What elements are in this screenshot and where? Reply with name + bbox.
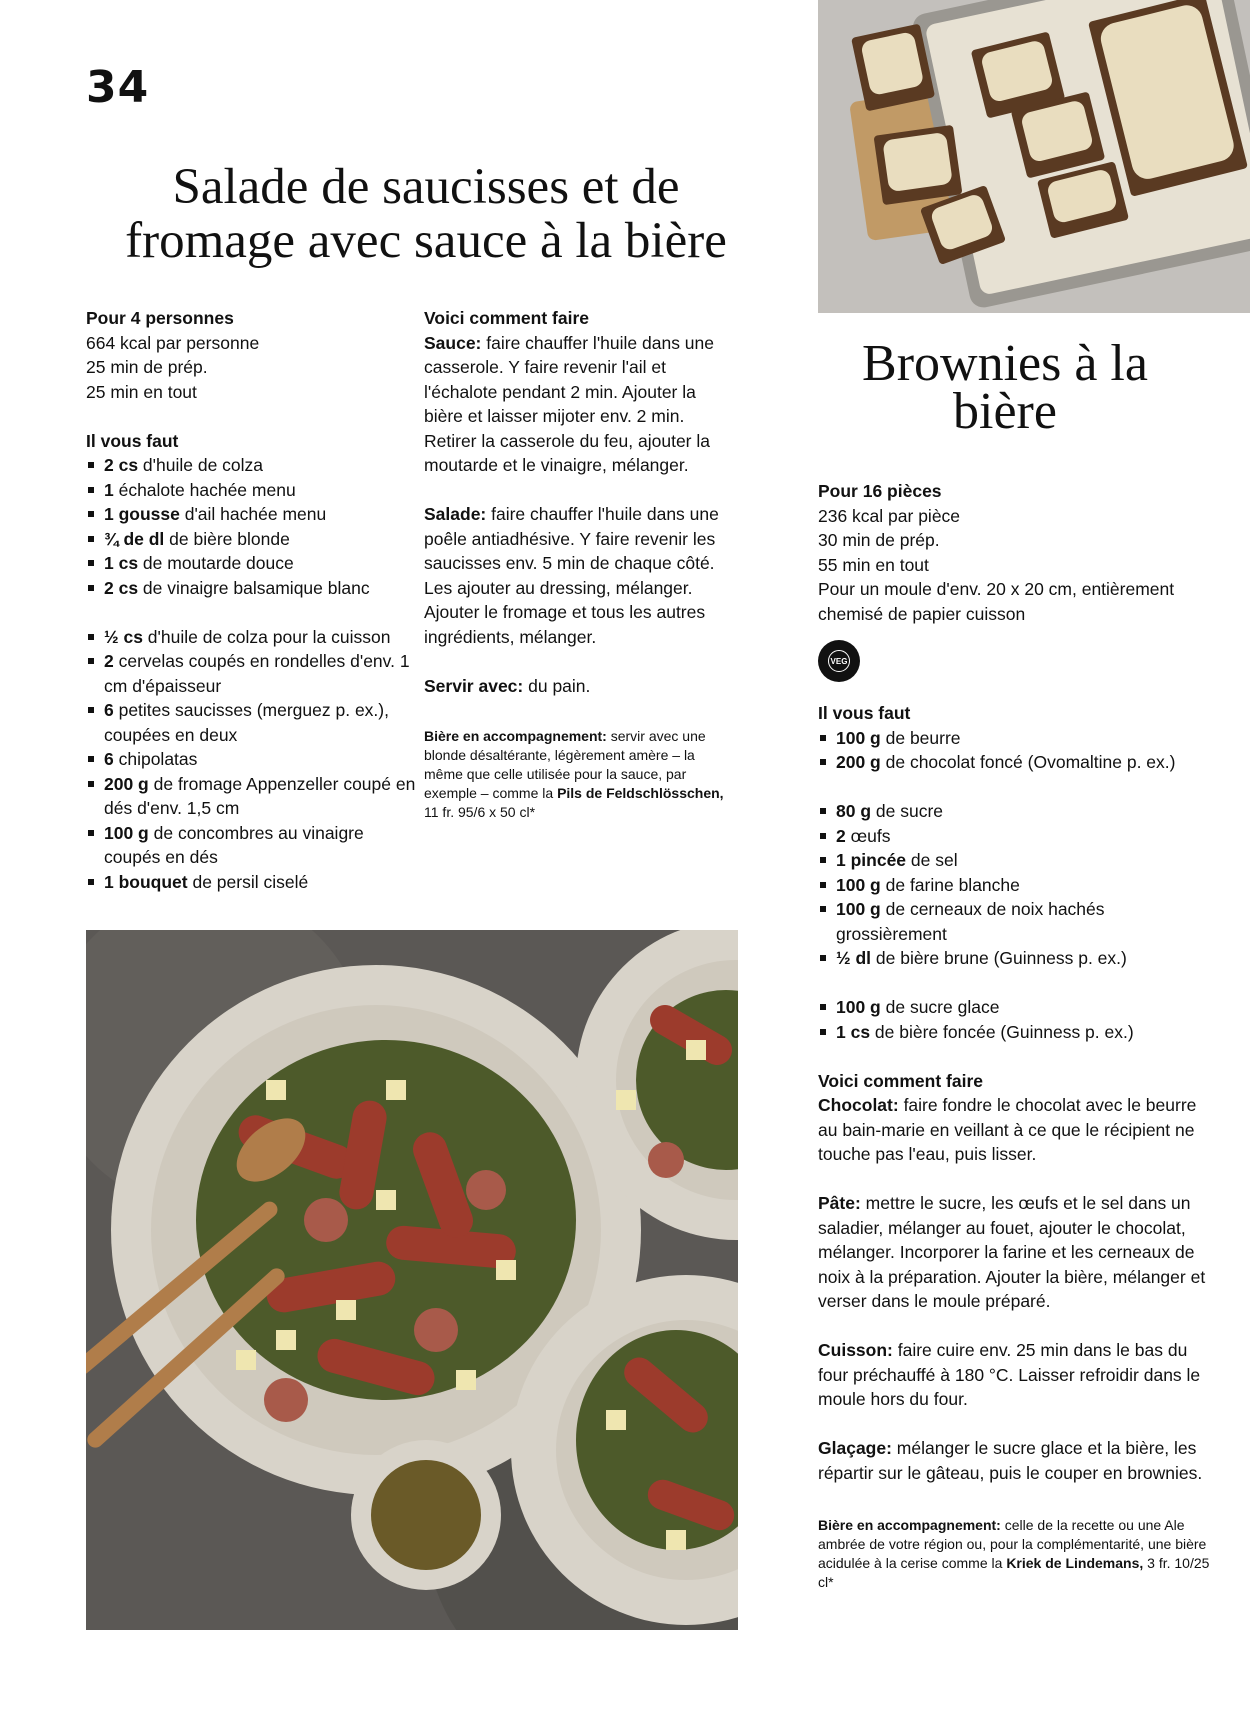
step-label: Salade: (424, 504, 487, 524)
recipe1-step-salade (424, 502, 724, 649)
recipe1-info-column (86, 306, 416, 894)
ingredient-item (818, 1020, 1218, 1045)
recipe2-total-time: 55 min en tout (818, 554, 929, 575)
ingredient-text: de cerneaux de noix hachés grossièrement (836, 899, 1105, 944)
ingredient-item (818, 799, 1218, 824)
recipe2-step-glacage (818, 1436, 1218, 1485)
ingredient-text: chipolatas (113, 749, 198, 769)
recipe1-servings: Pour 4 personnes (86, 308, 234, 328)
ingredient-item (818, 824, 1218, 849)
ingredient-item (86, 527, 416, 552)
recipe2-ingredients-heading: Il vous faut (818, 703, 911, 723)
recipe1-serve-with (424, 674, 724, 699)
recipe2-prep-time: 30 min de prép. (818, 530, 940, 550)
recipe1-method-column (424, 306, 724, 822)
ingredient-text: de sucre (871, 801, 944, 821)
recipe1-ingredients-list-a (86, 453, 416, 600)
recipe1-total-time: 25 min en tout (86, 381, 197, 402)
step-label: Sauce: (424, 332, 482, 353)
page-number: 34 (86, 62, 150, 113)
ingredient-quantity: 1 cs (104, 553, 139, 573)
veg-badge-label: VEG (828, 650, 850, 672)
recipe2-step-pate (818, 1191, 1218, 1314)
ingredient-text: de fromage Appenzeller coupé en dés d'env. 1,5 cm (104, 773, 416, 818)
ingredient-quantity: 2 cs (104, 455, 139, 475)
ingredient-quantity: 100 g (836, 727, 881, 748)
recipe2-mold: Pour un moule d'env. 20 x 20 cm, entièrement chemisé de papier cuisson (818, 579, 1175, 624)
ingredient-quantity: 200 g (104, 773, 149, 794)
pairing-label: Bière en accompagnement: (424, 727, 607, 744)
ingredient-quantity: ½ dl (836, 948, 872, 968)
ingredient-quantity: 100 g (836, 874, 881, 895)
ingredient-quantity: 80 g (836, 801, 872, 821)
ingredient-quantity: 6 (104, 749, 114, 769)
ingredient-item (86, 698, 416, 747)
step-label: Glaçage: (818, 1438, 892, 1458)
pairing-price: 11 fr. 95/6 x 50 cl* (424, 803, 536, 820)
ingredient-text: d'ail hachée menu (179, 504, 327, 524)
vegetarian-badge-icon (818, 640, 860, 682)
ingredient-item (86, 747, 416, 772)
ingredient-text: de bière foncée (Guinness p. ex.) (870, 1021, 1134, 1042)
pairing-text: celle de la recette ou une Ale ambrée de votre région ou, pour la complémentarité, une bière acidulée à la cerise comme la (818, 1516, 1207, 1571)
ingredient-item (86, 821, 416, 870)
ingredient-text: de persil ciselé (187, 871, 309, 892)
recipe2-column (818, 479, 1218, 1592)
recipe1-method-heading: Voici comment faire (424, 308, 590, 328)
recipe2-step-cuisson (818, 1338, 1218, 1412)
ingredient-quantity: 2 (836, 825, 846, 846)
ingredient-text: petites saucisses (merguez p. ex.), coupées en deux (104, 700, 389, 745)
ingredient-item (86, 551, 416, 576)
step-text: du pain. (523, 675, 591, 696)
ingredient-item (86, 502, 416, 527)
recipe1-beer-pairing (424, 727, 724, 822)
step-label: Servir avec: (424, 675, 524, 696)
ingredient-text: d'huile de colza (138, 455, 264, 475)
ingredient-quantity: ½ cs (104, 626, 143, 647)
ingredient-text: de chocolat foncé (Ovomaltine p. ex.) (880, 752, 1176, 772)
ingredient-text: de sucre glace (880, 997, 1000, 1017)
sausage-salad-photo (86, 930, 738, 1630)
step-text: faire fondre le chocolat avec le beurre au bain-marie en veillant à ce que le récipient ne touche pas l'eau, puis lisser. (818, 1095, 1197, 1164)
step-text: mélanger le sucre glace et la bière, les répartir sur le gâteau, puis le couper en brownies. (818, 1438, 1203, 1483)
ingredient-text: de vinaigre balsamique blanc (138, 577, 370, 598)
recipe2-ingredients-list-b (818, 799, 1218, 971)
recipe2-step-chocolat (818, 1093, 1218, 1167)
ingredient-text: échalote hachée menu (113, 479, 296, 500)
ingredient-text: cervelas coupés en rondelles d'env. 1 cm d'épaisseur (104, 651, 410, 696)
pairing-text: servir avec une blonde désaltérante, légèrement amère – la même que celle utilisée pour la sauce, par exemple – comme la (424, 727, 706, 801)
pairing-price: 3 fr. 10/25 cl* (818, 1554, 1210, 1590)
recipe2-ingredients-list-c (818, 995, 1218, 1044)
ingredient-item (86, 772, 416, 821)
ingredient-item (86, 625, 416, 650)
ingredient-item (86, 576, 416, 601)
ingredient-quantity: 1 (104, 479, 114, 500)
ingredient-quantity: 100 g (836, 997, 881, 1017)
ingredient-item (818, 946, 1218, 971)
ingredient-quantity: 1 cs (836, 1021, 871, 1042)
ingredient-text: de sel (906, 850, 958, 870)
recipe2-method-heading: Voici comment faire (818, 1070, 984, 1091)
ingredient-item (818, 873, 1218, 898)
step-text: faire chauffer l'huile dans une poêle antiadhésive. Y faire revenir les saucisses env. 5 min de chaque côté. Les ajouter au dressing, mélanger. Ajouter le fromage et tous les autres ingrédients, mélanger. (424, 504, 719, 647)
ingredient-quantity: 1 gousse (104, 504, 180, 524)
step-label: Chocolat: (818, 1095, 899, 1115)
ingredient-text: de beurre (880, 727, 961, 748)
step-text: faire chauffer l'huile dans une casserole. Y faire revenir l'ail et l'échalote pendant 2 min. Ajouter la bière et laisser mijoter env. 2 min. Retirer la casserole du feu, ajouter la moutarde et le vinaigre, mélanger. (424, 332, 715, 475)
ingredient-item (818, 848, 1218, 873)
ingredient-quantity: 6 (104, 700, 114, 720)
recipe1-step-sauce (424, 331, 724, 478)
recipe1-kcal: 664 kcal par personne (86, 332, 260, 353)
ingredient-item (86, 453, 416, 478)
brownies-photo (818, 0, 1250, 313)
ingredient-text: d'huile de colza pour la cuisson (142, 626, 391, 647)
ingredient-item (86, 870, 416, 895)
ingredient-quantity: 2 (104, 651, 114, 671)
pairing-beer: Pils de Feldschlösschen, (557, 784, 724, 801)
ingredient-quantity: ¾ de dl (104, 528, 165, 549)
ingredient-text: de concombres au vinaigre coupés en dés (104, 822, 364, 867)
step-label: Cuisson: (818, 1340, 893, 1360)
ingredient-text: de farine blanche (880, 874, 1020, 895)
step-text: faire cuire env. 25 min dans le bas du four préchauffé à 180 °C. Laisser refroidir dans le moule hors du four. (818, 1340, 1201, 1409)
ingredient-text: œufs (845, 825, 891, 846)
recipe2-title: Brownies à la bière (862, 335, 1148, 440)
ingredient-quantity: 2 cs (104, 577, 139, 598)
ingredient-item (818, 995, 1218, 1020)
pairing-label: Bière en accompagnement: (818, 1516, 1001, 1533)
recipe2-servings: Pour 16 pièces (818, 481, 942, 501)
step-text: mettre le sucre, les œufs et le sel dans un saladier, mélanger au fouet, ajouter le chocolat, mélanger. Incorporer la farine et les cerneaux de noix à la préparation. Ajouter la bière, mélanger et verser dans le moule préparé. (818, 1193, 1206, 1311)
ingredient-text: de moutarde douce (138, 553, 294, 573)
ingredient-item (818, 750, 1218, 775)
ingredient-item (818, 897, 1218, 946)
ingredient-text: de bière blonde (164, 528, 290, 549)
recipe2-kcal: 236 kcal par pièce (818, 505, 961, 526)
ingredient-quantity: 200 g (836, 752, 881, 772)
ingredient-quantity: 100 g (836, 899, 881, 919)
recipe1-ingredients-heading: Il vous faut (86, 430, 179, 451)
pairing-beer: Kriek de Lindemans, (1006, 1554, 1144, 1571)
recipe1-title: Salade de saucisses et de fromage avec sauce à la bière (125, 159, 727, 269)
recipe1-ingredients-list-b (86, 625, 416, 895)
ingredient-item (86, 649, 416, 698)
recipe2-ingredients-list-a (818, 726, 1218, 775)
step-label: Pâte: (818, 1193, 861, 1213)
recipe2-beer-pairing (818, 1516, 1218, 1592)
ingredient-item (86, 478, 416, 503)
ingredient-text: de bière brune (Guinness p. ex.) (871, 948, 1127, 968)
recipe1-prep-time: 25 min de prép. (86, 357, 208, 377)
ingredient-quantity: 1 bouquet (104, 871, 188, 892)
ingredient-quantity: 100 g (104, 822, 149, 843)
ingredient-item (818, 726, 1218, 751)
ingredient-quantity: 1 pincée (836, 850, 907, 870)
